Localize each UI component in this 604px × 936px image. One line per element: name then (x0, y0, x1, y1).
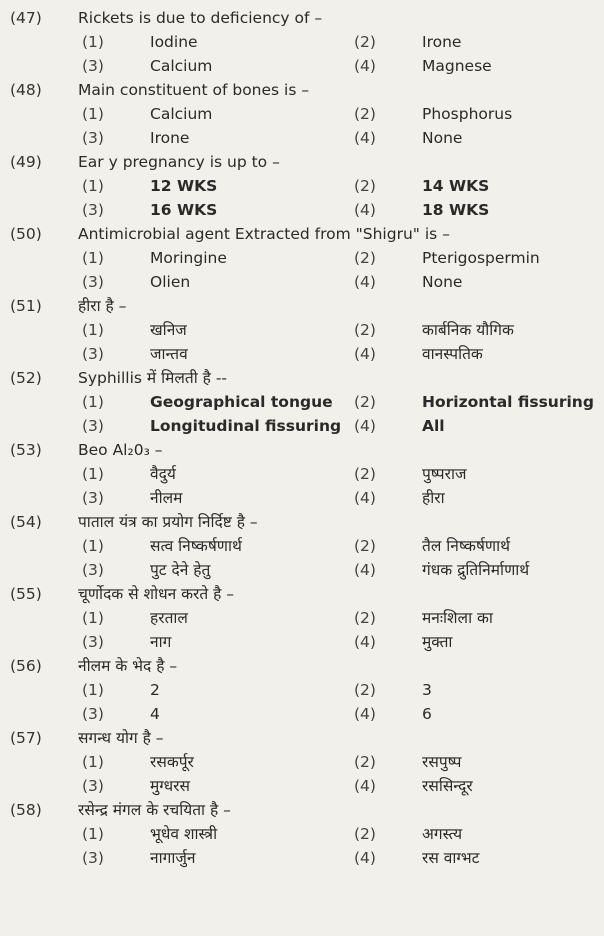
option-number: (2) (354, 105, 376, 123)
option-number: (4) (354, 129, 376, 147)
question-number: (52) (10, 369, 42, 387)
question-number: (49) (10, 153, 42, 171)
option-number: (4) (354, 849, 376, 867)
option-text: कार्बनिक यौगिक (422, 321, 514, 339)
option-number: (2) (354, 465, 376, 483)
option-text: Calcium (150, 105, 213, 123)
option-text: 4 (150, 705, 160, 723)
option-number: (3) (82, 489, 104, 507)
option-text: हरताल (150, 609, 188, 627)
option-text: रसकर्पूर (150, 753, 194, 771)
question-text: नीलम के भेद है – (78, 657, 178, 675)
option-text: Irone (150, 129, 190, 147)
question-number: (58) (10, 801, 42, 819)
question-text: रसेन्द्र मंगल के रचयिता है – (78, 801, 231, 819)
option-text: पुष्पराज (422, 465, 467, 483)
option-number: (2) (354, 825, 376, 843)
option-text: मुग्धरस (150, 777, 190, 795)
question-52 (10, 366, 604, 438)
option-number: (3) (82, 777, 104, 795)
option-number: (1) (82, 753, 104, 771)
question-58 (10, 798, 604, 870)
question-56 (10, 654, 604, 726)
question-text: Beo Al₂0₃ – (78, 441, 163, 459)
option-text: नाग (150, 633, 172, 651)
option-text: सत्व निष्कर्षणार्थ (150, 537, 242, 555)
question-number: (53) (10, 441, 42, 459)
option-text: Geographical tongue (150, 393, 333, 411)
option-number: (4) (354, 273, 376, 291)
option-number: (4) (354, 417, 376, 435)
option-text: रससिन्दूर (422, 777, 473, 795)
option-number: (4) (354, 57, 376, 75)
question-text: हीरा है – (78, 297, 127, 315)
option-text: 12 WKS (150, 177, 218, 195)
question-text: सगन्ध योग है – (78, 729, 164, 747)
question-49 (10, 150, 604, 222)
option-number: (1) (82, 105, 104, 123)
option-text: Iodine (150, 33, 198, 51)
question-number: (56) (10, 657, 42, 675)
option-text: 18 WKS (422, 201, 490, 219)
option-text: Horizontal fissuring (422, 393, 594, 411)
question-number: (54) (10, 513, 42, 531)
option-number: (2) (354, 393, 376, 411)
option-text: 16 WKS (150, 201, 218, 219)
option-text: पुट देने हेतु (150, 561, 211, 579)
option-number: (2) (354, 33, 376, 51)
question-number: (50) (10, 225, 42, 243)
option-number: (3) (82, 57, 104, 75)
option-number: (1) (82, 681, 104, 699)
question-text: चूर्णोदक से शोधन करते है – (78, 585, 235, 603)
question-text: Syphillis में मिलती है -- (78, 369, 228, 387)
option-text: अगस्त्य (422, 825, 463, 843)
option-number: (3) (82, 201, 104, 219)
option-text: Phosphorus (422, 105, 513, 123)
question-text: Ear y pregnancy is up to – (78, 153, 280, 171)
question-number: (51) (10, 297, 42, 315)
option-text: वानस्पतिक (422, 345, 483, 363)
option-number: (3) (82, 561, 104, 579)
question-text: पाताल यंत्र का प्रयोग निर्दिष्ट है – (78, 513, 258, 531)
option-number: (4) (354, 345, 376, 363)
option-text: नीलम (150, 489, 183, 507)
option-text: All (422, 417, 445, 435)
option-number: (4) (354, 561, 376, 579)
option-text: 3 (422, 681, 432, 699)
question-number: (57) (10, 729, 42, 747)
option-number: (1) (82, 465, 104, 483)
option-text: वैदुर्य (150, 465, 176, 483)
option-number: (2) (354, 753, 376, 771)
option-number: (4) (354, 489, 376, 507)
option-text: हीरा (422, 489, 445, 507)
option-text: भूधेव शास्त्री (150, 825, 218, 843)
option-number: (3) (82, 849, 104, 867)
option-text: खनिज (150, 321, 187, 339)
option-number: (4) (354, 633, 376, 651)
option-text: 14 WKS (422, 177, 490, 195)
option-text: मनःशिला का (422, 609, 493, 627)
option-number: (3) (82, 705, 104, 723)
option-number: (1) (82, 537, 104, 555)
question-text: Antimicrobial agent Extracted from "Shigru" is – (78, 225, 450, 243)
option-number: (2) (354, 321, 376, 339)
option-text: नागार्जुन (150, 849, 196, 867)
option-text: रस वाग्भट (422, 849, 480, 867)
option-number: (4) (354, 705, 376, 723)
option-number: (1) (82, 609, 104, 627)
question-48 (10, 78, 604, 150)
option-number: (3) (82, 273, 104, 291)
option-text: Longitudinal fissuring (150, 417, 342, 435)
question-text: Rickets is due to deficiency of – (78, 9, 323, 27)
option-number: (1) (82, 33, 104, 51)
question-57 (10, 726, 604, 798)
option-text: तैल निष्कर्षणार्थ (422, 537, 511, 555)
question-50 (10, 222, 604, 294)
option-text: 2 (150, 681, 160, 699)
option-text: रसपुष्प (422, 753, 462, 771)
question-47 (10, 6, 604, 78)
option-text: मुक्ता (422, 633, 453, 651)
option-number: (1) (82, 249, 104, 267)
option-text: Irone (422, 33, 462, 51)
question-number: (55) (10, 585, 42, 603)
question-number: (48) (10, 81, 42, 99)
option-number: (3) (82, 129, 104, 147)
option-text: Pterigospermin (422, 249, 540, 267)
option-number: (2) (354, 249, 376, 267)
option-number: (1) (82, 393, 104, 411)
option-number: (4) (354, 777, 376, 795)
option-number: (2) (354, 609, 376, 627)
question-51 (10, 294, 604, 366)
option-text: None (422, 273, 463, 291)
question-55 (10, 582, 604, 654)
option-text: Moringine (150, 249, 227, 267)
option-number: (4) (354, 201, 376, 219)
question-53 (10, 438, 604, 510)
option-number: (1) (82, 177, 104, 195)
option-text: Calcium (150, 57, 213, 75)
option-number: (3) (82, 345, 104, 363)
option-number: (3) (82, 417, 104, 435)
option-number: (1) (82, 321, 104, 339)
option-text: None (422, 129, 463, 147)
option-text: Olien (150, 273, 191, 291)
option-text: 6 (422, 705, 432, 723)
option-text: Magnese (422, 57, 492, 75)
option-number: (2) (354, 537, 376, 555)
option-text: जान्तव (150, 345, 188, 363)
option-number: (3) (82, 633, 104, 651)
option-number: (2) (354, 177, 376, 195)
option-text: गंधक द्रुतिनिर्माणार्थ (422, 561, 530, 579)
option-number: (2) (354, 681, 376, 699)
question-text: Main constituent of bones is – (78, 81, 310, 99)
question-54 (10, 510, 604, 582)
option-number: (1) (82, 825, 104, 843)
question-number: (47) (10, 9, 42, 27)
